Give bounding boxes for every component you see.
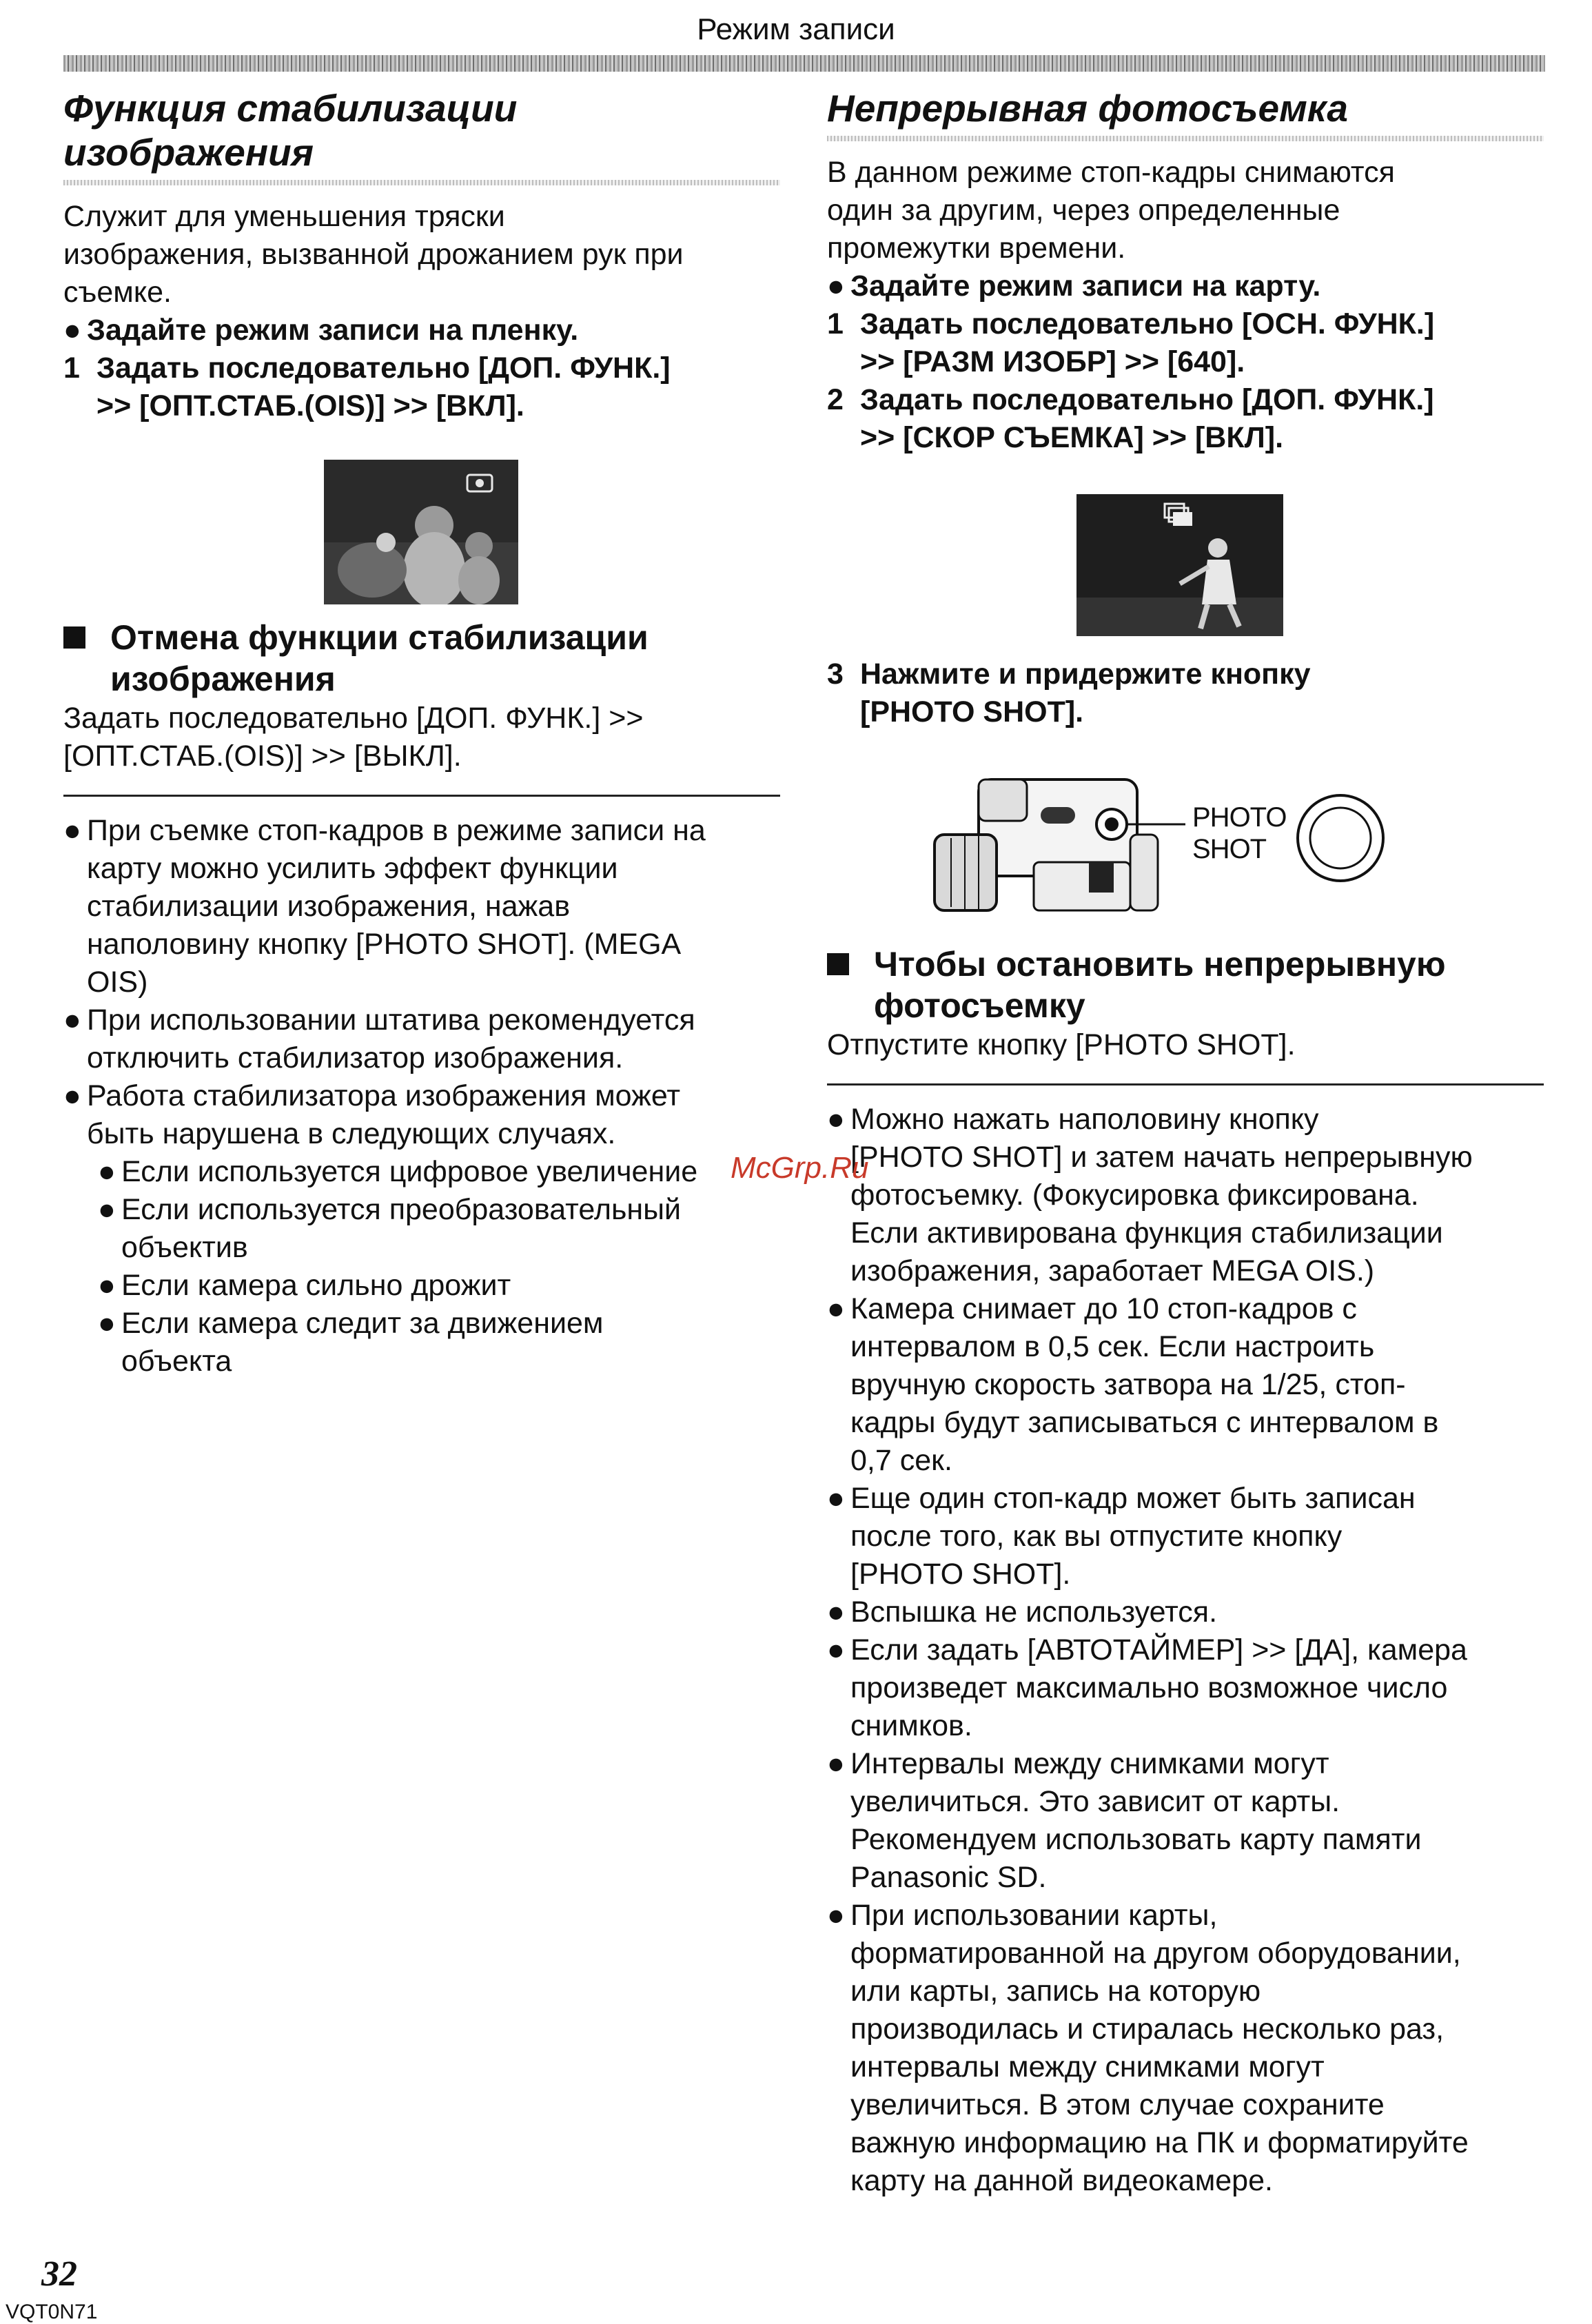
square-marker-icon bbox=[827, 953, 849, 975]
stabilization-screen-photo bbox=[324, 460, 518, 604]
stop-burst-heading: Чтобы остановить непрерывную фотосъемку bbox=[827, 944, 1544, 1026]
left-column bbox=[63, 86, 780, 1380]
page-number: 32 bbox=[41, 2254, 77, 2294]
bullet: ● bbox=[827, 269, 845, 303]
section-rule bbox=[827, 136, 1544, 141]
stabilization-title: Функция стабилизации изображения bbox=[63, 87, 518, 174]
photo-people-image bbox=[324, 460, 518, 604]
note-item: ● Можно нажать наполовину кнопку [PHOTO SHOT] и затем начать непрерывную фотосъемку. (Фокусировка фиксирована. Если активирована функция стабилизации изображения, заработает MEGA OIS.) bbox=[827, 1101, 1544, 1290]
prereq-tape: ● Задайте режим записи на пленку. bbox=[63, 312, 780, 349]
note-item: ● Вспышка не используется. bbox=[827, 1593, 1544, 1631]
stop-burst-text: Отпустите кнопку [PHOTO SHOT]. bbox=[827, 1028, 1296, 1061]
step-1: 1 Задать последовательно [ДОП. ФУНК.] >> [ОПТ.СТАБ.(OIS)] >> [ВКЛ]. bbox=[63, 351, 671, 422]
page-header-title: Режим записи bbox=[697, 12, 895, 46]
square-marker-icon bbox=[63, 626, 85, 649]
camcorder-icon bbox=[930, 759, 1427, 931]
bullet: ● bbox=[98, 1307, 116, 1340]
note-item: ● Интервалы между снимками могут увеличиться. Это зависит от карты. Рекомендуем использовать карту памяти Panasonic SD. bbox=[827, 1745, 1544, 1897]
bullet: ● bbox=[63, 814, 81, 847]
step-2: 2 Задать последовательно [ДОП. ФУНК.] >> [СКОР СЪЕМКА] >> [ВКЛ]. bbox=[827, 383, 1434, 454]
note-item: ● Если задать [АВТОТАЙМЕР] >> [ДА], камера произведет максимально возможное число снимков. bbox=[827, 1631, 1544, 1745]
right-column bbox=[827, 86, 1544, 2200]
header-band bbox=[63, 55, 1545, 72]
sub-note-item: ● Если камера сильно дрожит bbox=[63, 1267, 780, 1305]
sub-note-item: ● Если используется цифровое увеличение bbox=[63, 1153, 780, 1191]
note-item: ● При использовании карты, форматированной на другом оборудовании, или карты, запись на которую производилась и стиралась несколько раз, интервалы между снимками могут увеличиться. В этом случае сохраните важную информацию на ПК и форматируйте карту на данной видеокамере. bbox=[827, 1897, 1544, 2200]
note-item: ● При съемке стоп-кадров в режиме записи на карту можно усилить эффект функции стабилизации изображения, нажав наполовину кнопку [PHOTO SHOT]. (MEGA OIS) bbox=[63, 812, 780, 1001]
bullet: ● bbox=[63, 1003, 81, 1037]
burst-notes bbox=[827, 1101, 1544, 2200]
photo-shot-label: PHOTO SHOT bbox=[1192, 802, 1287, 864]
section-rule bbox=[63, 180, 780, 185]
burst-intro: В данном режиме стоп-кадры снимаются один за другим, через определенные промежутки времени. bbox=[827, 156, 1395, 265]
burst-shooting-title: Непрерывная фотосъемка bbox=[827, 87, 1348, 130]
note-item: ● Камера снимает до 10 стоп-кадров с интервалом в 0,5 сек. Если настроить вручную скорость затвора на 1/25, стоп- кадры будут записываться с интервалом в 0,7 сек. bbox=[827, 1290, 1544, 1480]
bullet: ● bbox=[827, 1899, 845, 1932]
bullet: ● bbox=[98, 1155, 116, 1188]
divider bbox=[63, 795, 780, 797]
sub-note-item: ● Если используется преобразовательный объектив bbox=[63, 1191, 780, 1267]
bullet: ● bbox=[827, 1747, 845, 1780]
photo-child-image bbox=[1076, 494, 1283, 636]
bullet: ● bbox=[98, 1193, 116, 1226]
step-1: 1 Задать последовательно [ОСН. ФУНК.] >> [РАЗМ ИЗОБР] >> [640]. bbox=[827, 307, 1435, 378]
burst-screen-photo bbox=[1076, 494, 1283, 636]
bullet: ● bbox=[63, 1079, 81, 1112]
note-item: ● Работа стабилизатора изображения может быть нарушена в следующих случаях. bbox=[63, 1077, 780, 1153]
document-code: VQT0N71 bbox=[6, 2301, 98, 2323]
note-item: ● При использовании штатива рекомендуется отключить стабилизатор изображения. bbox=[63, 1001, 780, 1077]
bullet: ● bbox=[63, 314, 81, 347]
note-item: ● Еще один стоп-кадр может быть записан после того, как вы отпустите кнопку [PHOTO SHOT]. bbox=[827, 1480, 1544, 1593]
stabilization-intro: Служит для уменьшения тряски изображения, вызванной дрожанием рук при съемке. bbox=[63, 200, 684, 309]
cancel-stabilization-text: Задать последовательно [ДОП. ФУНК.] >> [ОПТ.СТАБ.(OIS)] >> [ВЫКЛ]. bbox=[63, 702, 644, 773]
divider bbox=[827, 1083, 1544, 1085]
bullet: ● bbox=[827, 1482, 845, 1515]
bullet: ● bbox=[827, 1633, 845, 1666]
camera-diagram bbox=[930, 759, 1427, 931]
step-3: 3 Нажмите и придержите кнопку [PHOTO SHOT]. bbox=[827, 658, 1311, 728]
bullet: ● bbox=[827, 1103, 845, 1136]
bullet: ● bbox=[827, 1292, 845, 1325]
bullet: ● bbox=[98, 1269, 116, 1302]
cancel-stabilization-heading: Отмена функции стабилизации изображения bbox=[63, 617, 780, 700]
stabilization-notes bbox=[63, 812, 780, 1380]
sub-note-item: ● Если камера следит за движением объекта bbox=[63, 1305, 780, 1380]
prereq-card: ● Задайте режим записи на карту. bbox=[827, 267, 1544, 305]
watermark-text: McGrp.Ru bbox=[731, 1151, 869, 1185]
bullet: ● bbox=[827, 1596, 845, 1629]
